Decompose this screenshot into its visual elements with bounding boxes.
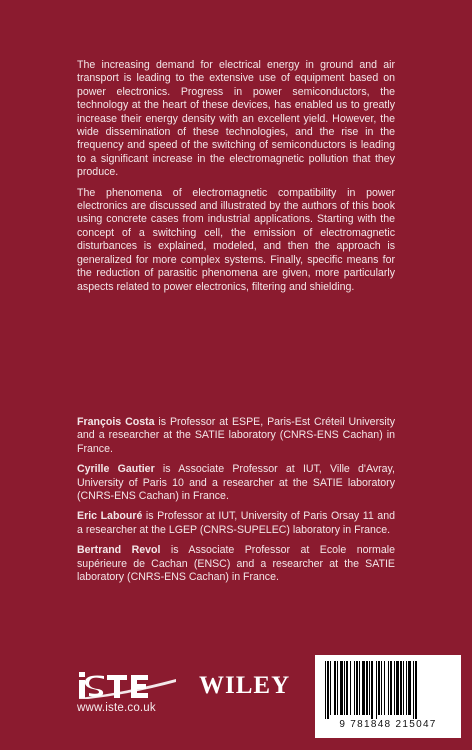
author-name: Cyrille Gautier xyxy=(77,463,155,476)
barcode-bar xyxy=(413,661,414,719)
author-name: Bertrand Revol xyxy=(77,544,161,557)
author-bio xyxy=(77,544,395,584)
barcode-bar xyxy=(369,661,370,715)
barcode-digits: 9 781848 215047 xyxy=(339,719,437,730)
barcode-bar xyxy=(415,661,417,719)
barcode-bar xyxy=(340,661,343,715)
barcode-bar xyxy=(408,661,411,715)
iste-logo xyxy=(78,671,178,699)
author-bio xyxy=(77,416,395,456)
author-bios xyxy=(77,416,395,591)
barcode-bars xyxy=(323,661,453,719)
barcode-bar xyxy=(330,661,331,715)
barcode-bar xyxy=(346,661,348,715)
barcode-bar xyxy=(325,661,326,719)
iste-url: www.iste.co.uk xyxy=(77,702,156,714)
barcode-bar xyxy=(384,661,385,715)
barcode-bar xyxy=(403,661,404,715)
barcode-bar xyxy=(381,661,382,715)
barcode-bar xyxy=(371,661,373,719)
wiley-logo: WILEY xyxy=(199,672,291,699)
author-bio xyxy=(77,463,395,503)
author-description: is Associate Professor at Ecole normale supérieure de Cachan (ENSC) and a researcher at the SATIE laboratory (CNRS-ENS Cachan) in France. xyxy=(77,544,395,584)
author-bio xyxy=(77,510,395,537)
barcode-bar xyxy=(337,661,338,715)
barcode-bar xyxy=(390,661,392,715)
barcode-bar xyxy=(334,661,336,715)
book-description xyxy=(77,59,395,301)
description-paragraph-2: The phenomena of electromagnetic compatibility in power electronics are discussed and illustrated by the authors of this book using concrete cases from industrial applications. Starting with the concept of a switching cell, the emission of electromagnetic disturbances is explained, modeled, and then the approach is generalized for more complex systems. Finally, specific means for the reduction of parasitic phenomena are given, more particularly aspects related to power electronics, filtering and shielding. xyxy=(77,186,395,293)
author-description: is Professor at ESPE, Paris-Est Créteil University and a researcher at the SATIE laboratory (CNRS-ENS Cachan) in France. xyxy=(77,416,395,455)
barcode-bar xyxy=(394,661,395,715)
barcode-bar xyxy=(354,661,355,715)
isbn-barcode xyxy=(315,655,461,738)
barcode-bar xyxy=(400,661,402,715)
author-name: François Costa xyxy=(77,416,155,428)
barcode-bar xyxy=(344,661,345,715)
barcode-bar xyxy=(396,661,399,715)
description-paragraph-1: The increasing demand for electrical energy in ground and air transport is leading to the extensive use of equipment based on power electronics. Progress in power semiconductors, the technology at the heart of these devices, has enabled us to greatly increase their energy density with an excellent yield. However, the wide dissemination of these technologies, and the rise in the frequency and speed of the switching of semiconductors is leading to a significant increase in the electromagnetic pollution that they produce. xyxy=(77,59,395,179)
author-name: Eric Labouré xyxy=(77,510,143,523)
barcode-bar xyxy=(356,661,358,715)
author-description: is Professor at IUT, University of Paris Orsay 11 and a researcher at the LGEP (CNRS-SUPELEC) laboratory in France. xyxy=(77,510,395,536)
barcode-bar xyxy=(359,661,360,715)
barcode-bar xyxy=(406,661,407,715)
author-description: is Associate Professor at IUT, Ville d'Avray, University of Paris 10 and a researcher at the SATIE laboratory (CNRS-ENS Cachan) in France. xyxy=(77,463,396,503)
barcode-bar xyxy=(376,661,377,719)
barcode-bar xyxy=(362,661,365,715)
barcode-bar xyxy=(350,661,351,715)
barcode-bar xyxy=(388,661,389,715)
barcode-bar xyxy=(378,661,380,715)
barcode-bar xyxy=(327,661,329,719)
barcode-bar xyxy=(366,661,368,715)
